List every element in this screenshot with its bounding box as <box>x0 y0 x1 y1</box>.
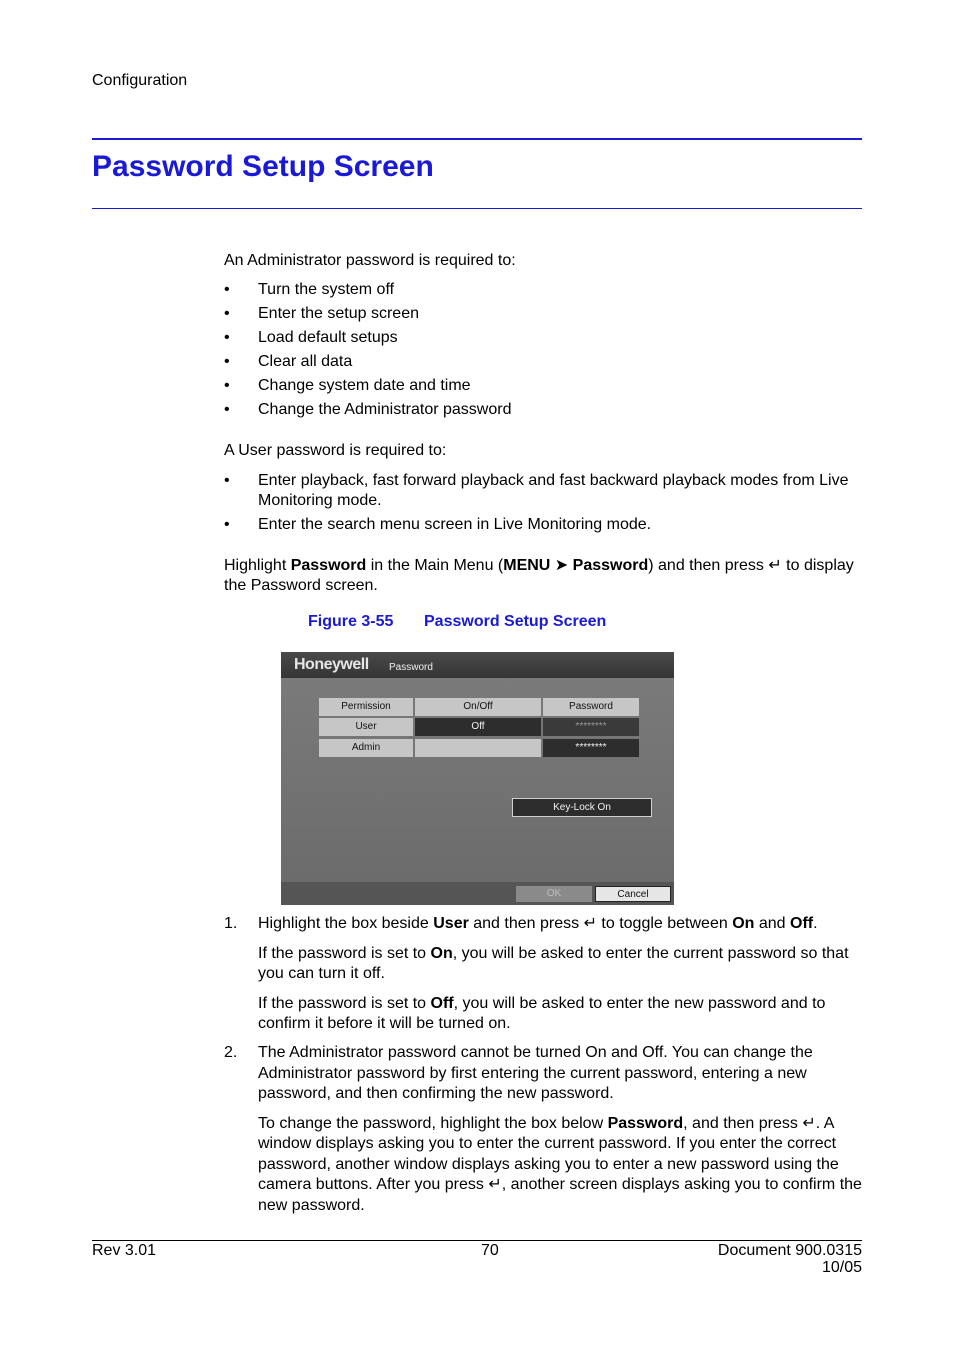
page-title: Password Setup Screen <box>92 150 434 183</box>
bullet: • <box>224 472 230 489</box>
header-onoff: On/Off <box>415 698 541 716</box>
key-lock-button[interactable]: Key-Lock On <box>512 798 652 817</box>
step-2 <box>224 1043 864 1225</box>
step-number: 2. <box>224 1044 238 1061</box>
step-1 <box>224 914 864 1044</box>
arrow-icon: ➤ <box>550 557 573 574</box>
header-password: Password <box>543 698 639 716</box>
admin-bullet-list <box>224 280 864 424</box>
running-header: Configuration <box>92 72 188 89</box>
dvr-password-screen <box>281 652 674 905</box>
list-item: • Enter the search menu screen in Live Monitoring mode. <box>224 516 652 533</box>
footer-rule <box>92 1240 862 1241</box>
footer-doc-number: Document 900.0315 <box>717 1242 862 1259</box>
dvr-panel <box>281 678 674 905</box>
bullet: • <box>224 401 230 418</box>
bullet: • <box>224 305 230 322</box>
figure-number: Figure 3-55 <box>308 613 394 630</box>
step-2-instruction: To change the password, highlight the box below Password, and then press ↵. A window displays asking you to enter the current password. If you enter the correct password, another window displays asking you to enter a new password using the camera buttons. After you press ↵, another screen displays asking you to confirm the new password. <box>258 1114 862 1214</box>
admin-intro: An Administrator password is required to: <box>224 252 516 269</box>
title-rule <box>92 208 862 209</box>
footer-revision: Rev 3.01 <box>92 1242 157 1259</box>
admin-onoff-cell <box>415 739 541 757</box>
bullet: • <box>224 329 230 346</box>
bullet: • <box>224 516 230 533</box>
user-bullet-list <box>224 471 864 539</box>
enter-key-icon: ↵ <box>488 1176 502 1193</box>
step-1-note-off: If the password is set to Off, you will be asked to enter the new password and to confirm it before it will be turned on. <box>258 994 826 1032</box>
user-password-field[interactable]: ******** <box>543 718 639 736</box>
footer-document <box>718 1242 862 1276</box>
step-number: 1. <box>224 915 238 932</box>
footer-date: 10/05 <box>821 1259 862 1276</box>
footer-page-number: 70 <box>481 1242 499 1259</box>
dvr-section-title: Password <box>389 662 433 673</box>
list-item: • Change system date and time <box>224 377 471 394</box>
enter-key-icon: ↵ <box>802 1114 816 1132</box>
step-2-description: The Administrator password cannot be turned On and Off. You can change the Administrator password by first entering the current password, entering a new password, and then confirming the new password. <box>258 1044 813 1102</box>
row-admin-label: Admin <box>319 739 413 757</box>
enter-key-icon: ↵ <box>768 557 782 574</box>
user-intro: A User password is required to: <box>224 442 447 459</box>
admin-password-field[interactable]: ******** <box>543 739 639 757</box>
step-1-note-on: If the password is set to On, you will be asked to enter the current password so that you can turn it off. <box>258 944 849 982</box>
list-item: • Load default setups <box>224 329 398 346</box>
row-user-label: User <box>319 718 413 736</box>
list-item: • Enter playback, fast forward playback and fast backward playback modes from Live Monitoring mode. <box>224 472 849 509</box>
bullet: • <box>224 377 230 394</box>
list-item: • Change the Administrator password <box>224 401 512 418</box>
honeywell-logo: Honeywell <box>294 656 369 673</box>
ok-button[interactable]: OK <box>516 886 592 902</box>
figure-caption: Password Setup Screen <box>424 613 607 630</box>
bullet: • <box>224 281 230 298</box>
list-item: • Clear all data <box>224 353 353 370</box>
header-permission: Permission <box>319 698 413 716</box>
bullet: • <box>224 353 230 370</box>
enter-key-icon: ↵ <box>583 915 597 932</box>
user-onoff-toggle[interactable]: Off <box>415 718 541 736</box>
list-item: • Enter the setup screen <box>224 305 419 322</box>
list-item: • Turn the system off <box>224 281 395 298</box>
top-rule <box>92 138 862 140</box>
cancel-button[interactable]: Cancel <box>595 886 671 902</box>
highlight-instruction: Highlight Password in the Main Menu (MENU ➤ Password) and then press ↵ to display the Password screen. <box>224 557 854 594</box>
step-1-instruction: Highlight the box beside User and then press ↵ to toggle between On and Off. <box>258 915 818 932</box>
